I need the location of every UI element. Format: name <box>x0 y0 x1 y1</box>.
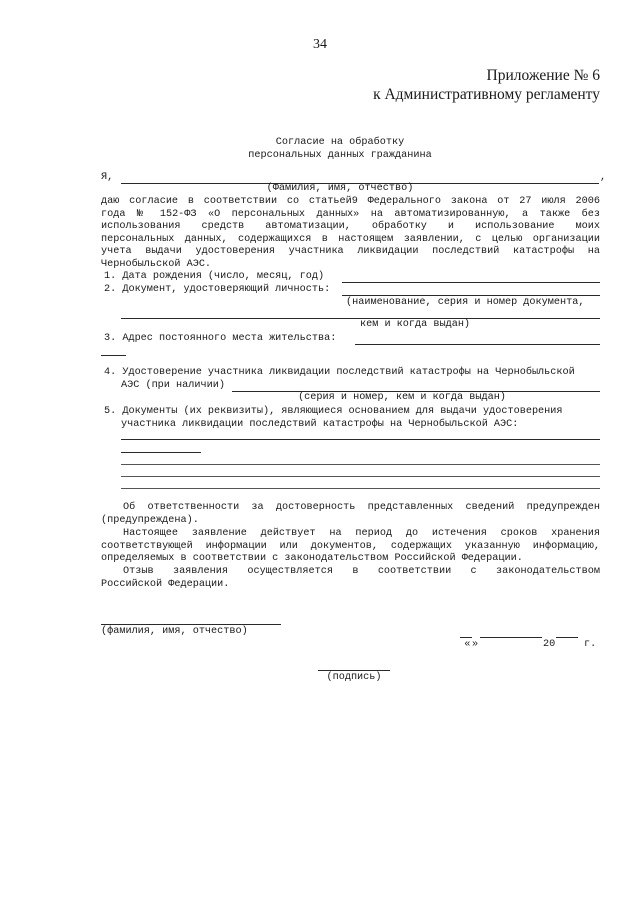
consent-paragraph <box>101 196 600 272</box>
consent-line-1: даю согласие в соответствии со статьей9 Федерального закона от 27 июля 2006 <box>101 196 600 207</box>
appendix-reference: к Административному регламенту <box>373 86 600 103</box>
date-open-quote: « <box>464 638 471 650</box>
revocation-line-2: Российской Федерации. <box>101 578 230 590</box>
title-line-2: персональных данных гражданина <box>248 150 432 161</box>
year-input-line[interactable] <box>556 637 578 638</box>
signature-fio-caption: (фамилия, имя, отчество) <box>101 626 248 637</box>
day-input-line[interactable] <box>460 637 472 638</box>
item-2-label: 2. Документ, удостоверяющий личность: <box>104 284 331 295</box>
basis-docs-input-line-5[interactable] <box>121 488 600 489</box>
signature-input-line[interactable] <box>318 670 390 671</box>
validity-line-1: Настоящее заявление действует на период до истечения сроков хранения <box>123 528 600 539</box>
responsibility-line-1: Об ответственности за достоверность представленных сведений предупрежден <box>123 502 600 513</box>
consent-line-4: персональных данных, содержащихся в настоящем заявлении, с целью организации <box>101 233 600 245</box>
responsibility-line-2: (предупреждена). <box>101 514 199 526</box>
item-4-caption: (серия и номер, кем и когда выдан) <box>298 392 506 403</box>
date-year-suffix: г. <box>584 638 597 650</box>
page-number: 34 <box>313 37 327 52</box>
date-close-quote: » <box>472 638 479 650</box>
birth-date-input-line[interactable] <box>342 282 600 283</box>
consent-line-3: использования средств автоматизации, обработку и использование моих <box>101 221 600 233</box>
ya-label: Я, <box>101 172 114 183</box>
identity-doc-input-line-1[interactable] <box>342 295 600 296</box>
item-3-label: 3. Адрес постоянного места жительства: <box>104 333 337 344</box>
appendix-number: Приложение № 6 <box>486 67 600 84</box>
item-5-label-line-2: участника ликвидации последствий катастрофы на Чернобыльской АЭС: <box>121 419 519 430</box>
item-2-caption-1: (наименование, серия и номер документа, <box>346 297 585 308</box>
validity-paragraph <box>101 528 600 566</box>
title-line-1: Согласие на обработку <box>275 137 405 148</box>
revocation-line-1: Отзыв заявления осуществляется в соответствии с законодательством <box>123 566 600 577</box>
basis-docs-input-line-2[interactable] <box>121 452 201 453</box>
item-2-caption-2: кем и когда выдан) <box>360 319 471 330</box>
fio-caption: (Фамилия, имя, отчество) <box>266 183 414 194</box>
consent-line-2: года № 152-ФЗ «О персональных данных» на автоматизированную, а также без <box>101 208 600 220</box>
item-4-label-line-1: 4. Удостоверение участника ликвидации последствий катастрофы на Чернобыльской <box>104 367 575 378</box>
document-title <box>100 136 580 162</box>
fio-comma: , <box>600 172 607 183</box>
consent-line-6: Чернобыльской АЭС. <box>101 258 212 270</box>
revocation-paragraph <box>101 566 600 591</box>
appendix-header <box>373 66 600 104</box>
month-input-line[interactable] <box>480 637 542 638</box>
signature-caption: (подпись) <box>326 672 382 683</box>
item-5-label-line-1: 5. Документы (их реквизиты), являющиеся основанием для выдачи удостоверения <box>104 406 563 417</box>
date-field[interactable] <box>452 626 602 651</box>
validity-line-3: определяемых в соответствии с законодательством Российской Федерации. <box>101 553 523 565</box>
basis-docs-input-line-1[interactable] <box>121 439 600 440</box>
date-year-prefix: 20 <box>543 638 556 650</box>
item-4-label-line-2: АЭС (при наличии) <box>121 380 225 391</box>
consent-line-5: учета выдачи удостоверения участника ликвидации последствий катастрофы на <box>101 246 600 258</box>
address-input-line-2[interactable] <box>101 355 126 356</box>
basis-docs-input-line-3[interactable] <box>121 464 600 465</box>
responsibility-paragraph <box>101 502 600 527</box>
item-1-label: 1. Дата рождения (число, месяц, год) <box>104 271 325 282</box>
address-input-line-1[interactable] <box>355 344 600 345</box>
validity-line-2: соответствующей информации или документов, содержащих указанную информацию, <box>101 540 600 552</box>
basis-docs-input-line-4[interactable] <box>121 476 600 477</box>
signature-fio-input-line[interactable] <box>101 624 281 625</box>
